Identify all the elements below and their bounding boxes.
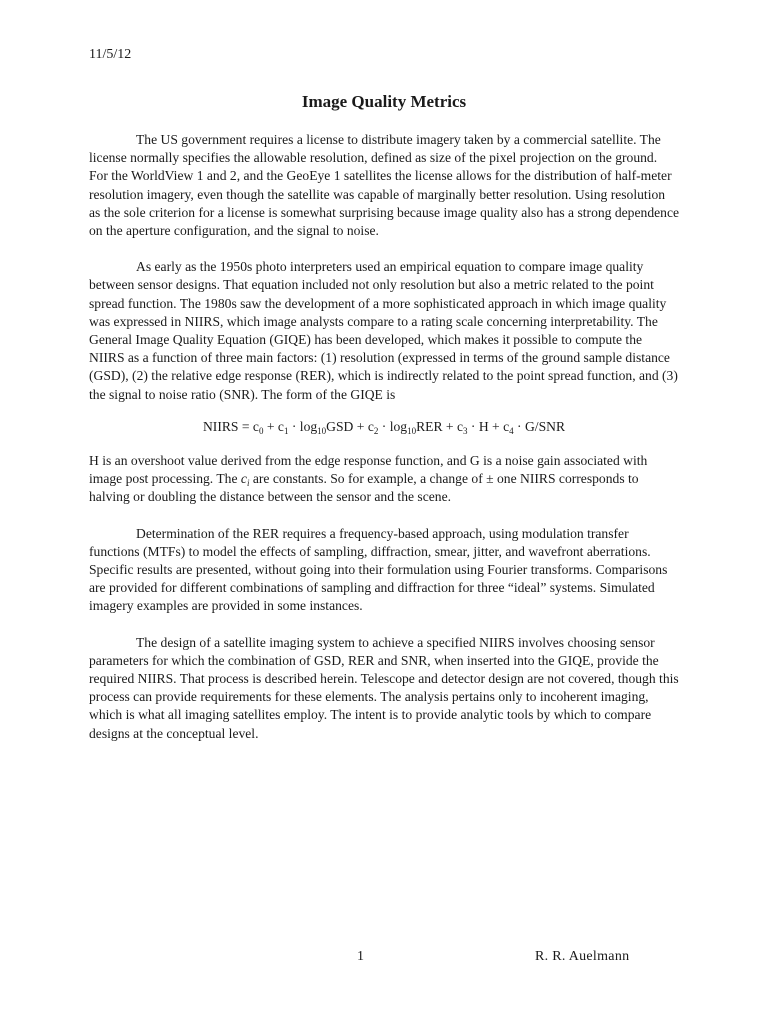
- eq-part: · log: [288, 418, 318, 434]
- eq-part: · log: [378, 418, 408, 434]
- eq-sub: 2: [373, 425, 379, 436]
- eq-sub: 10: [317, 425, 327, 436]
- footer-author: R. R. Auelmann: [535, 949, 630, 964]
- eq-sub: 10: [407, 425, 417, 436]
- eq-part: + c: [263, 418, 284, 434]
- eq-sub: 0: [258, 425, 264, 436]
- eq-part: · H + c: [467, 418, 510, 434]
- ci-letter: c: [240, 471, 247, 487]
- eq-sub: 3: [463, 425, 468, 436]
- document-title: Image Quality Metrics: [301, 92, 467, 111]
- paragraph-1: The US government requires a license to distribute imagery taken by a commercial satellite. The license normally specifies the allowable resolution, defined as size of the pixel projection on the ground. For the WorldView 1 and 2, and the GeoEye 1 satellites the license allows for the distribution of half-meter resolution imagery, even though the satellite was capable of marginally better resolution. Using resolution as the sole criterion for a license is somewhat surprising because image quality also has a strong dependence on the aperture configuration, and the signal to noise.: [89, 132, 680, 239]
- paragraph-3-end: are constants. So for example, a change of ± one NIIRS corresponds to halving or doubling the distance between the sensor and the scene.: [89, 471, 639, 505]
- eq-part: NIIRS = c: [202, 418, 259, 434]
- eq-part: RER + c: [416, 418, 464, 434]
- paragraph-4: Determination of the RER requires a frequency-based approach, using modulation transfer functions (MTFs) to model the effects of sampling, diffraction, smear, jitter, and wavefront aberrations. Specific results are presented, without going into their formulation using Fourier transforms. Comparisons are provided for different combinations of sampling and diffraction for three “ideal” systems. Simulated imagery examples are provided in some instances.: [89, 525, 668, 614]
- paragraph-2: As early as the 1950s photo interpreters used an empirical equation to compare image quality between sensor designs. That equation included not only resolution but also a metric related to the point spread function. The 1980s saw the development of a more sophisticated approach in which image quality was expressed in NIIRS, which image analysts compare to a rating scale concerning interpretability. The General Image Quality Equation (GIQE) has been developed, which makes it possible to compute the NIIRS as a function of three main factors: (1) resolution (expressed in terms of the ground sample distance (GSD), (2) the relative edge response (RER), which is indirectly related to the point spread function, and (3) the signal to noise ratio (SNR). The form of the GIQE is: [89, 259, 678, 402]
- eq-part: · G/SNR: [513, 418, 566, 434]
- page-number: 1: [357, 949, 364, 964]
- paragraph-3: [89, 452, 679, 507]
- paragraph-5: The design of a satellite imaging system to achieve a specified NIIRS involves choosing sensor parameters for which the combination of GSD, RER and SNR, when inserted into the GIQE, provide the required NIIRS. That process is described herein. Telescope and detector design are not covered, though this process can provide requirements for these elements. The analysis pertains only to incoherent imaging, which is what all imaging satellites employ. The intent is to provide analytic tools by which to compare designs at the conceptual level.: [89, 634, 679, 741]
- eq-part: GSD + c: [326, 418, 374, 434]
- document-body: [89, 131, 679, 761]
- eq-sub: 1: [283, 425, 289, 436]
- eq-sub: 4: [509, 425, 514, 436]
- header-date: 11/5/12: [89, 47, 132, 62]
- giqe-equation: [89, 418, 679, 436]
- ci-subscript: i: [246, 478, 250, 489]
- paragraph-3-start: H is an overshoot value derived from the edge response function, and G is a noise gain associated with image post processing. The: [89, 453, 648, 487]
